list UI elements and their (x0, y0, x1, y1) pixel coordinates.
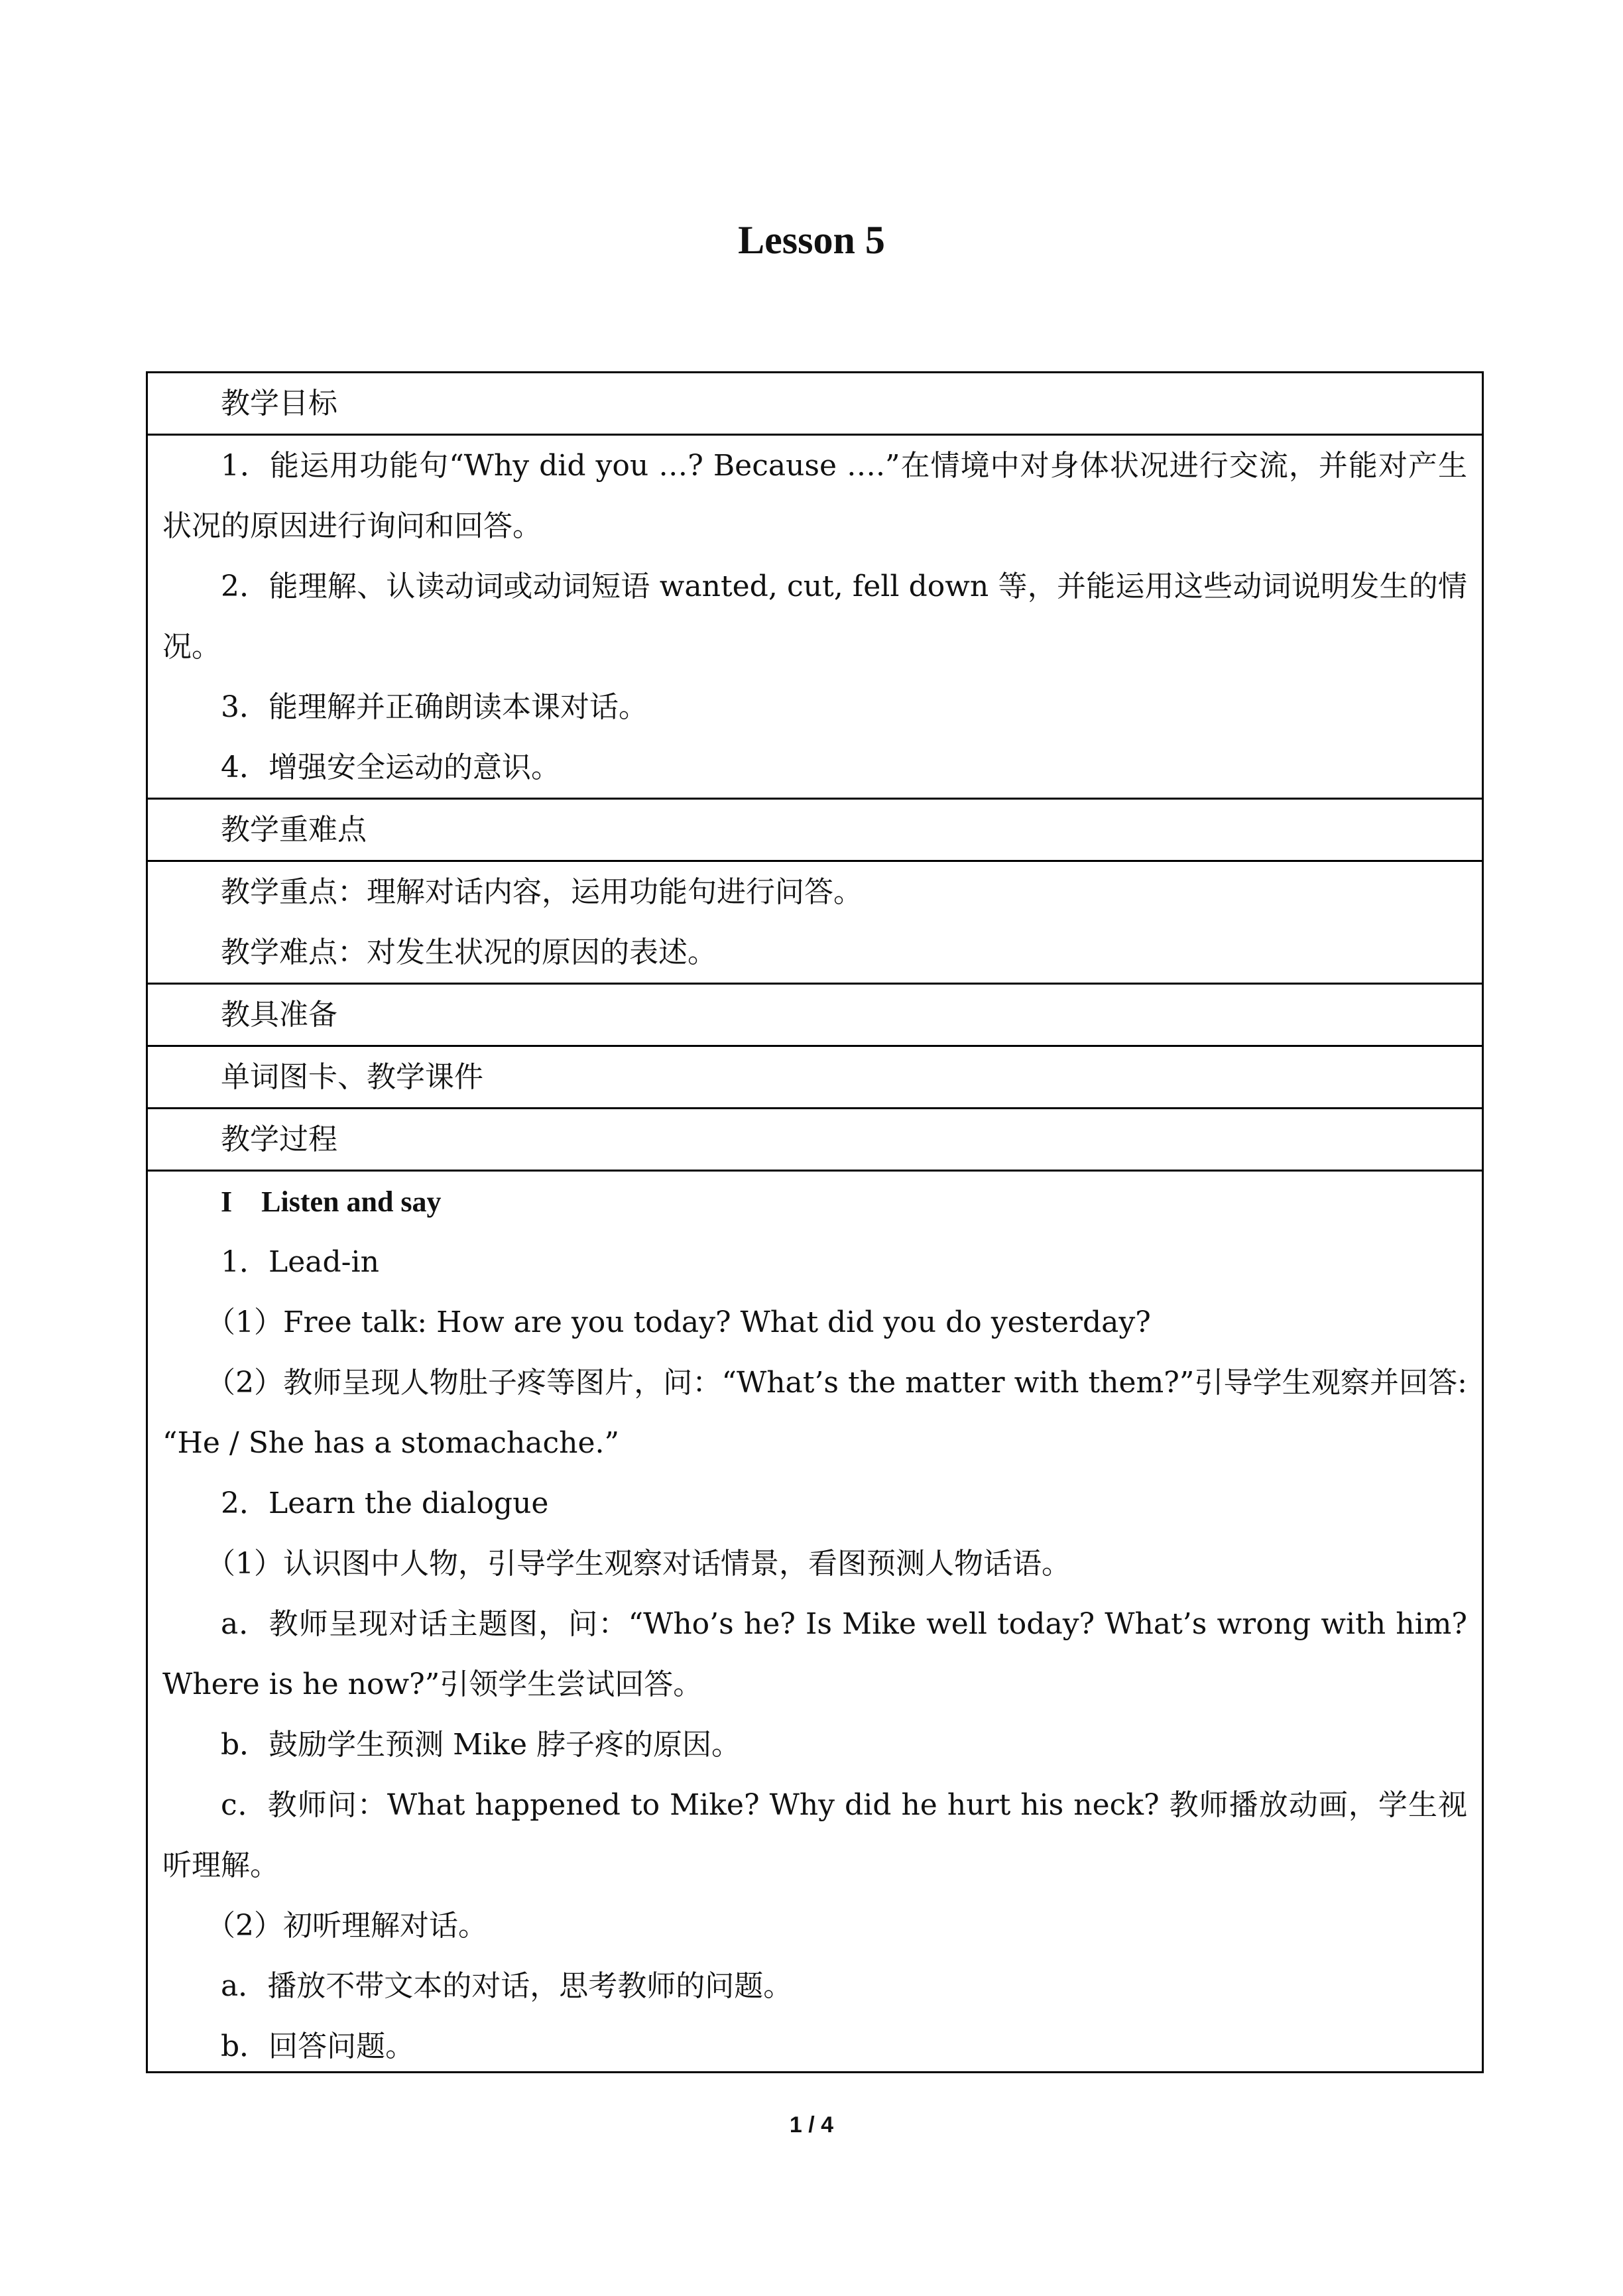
process-header: 教学过程 (221, 1122, 337, 1156)
process-line: a．教师呈现对话主题图，问：“Who’s he? Is Mike well today? What’s wrong with him? Where is he now?”引领学生尝试回答。 (162, 1607, 1467, 1701)
process-line: b．鼓励学生预测 Mike 脖子疼的原因。 (221, 1728, 741, 1762)
materials-content: 单词图卡、教学课件 (221, 1060, 483, 1094)
objective-item: 3．能理解并正确朗读本课对话。 (221, 690, 648, 724)
key-points-content-row (148, 860, 1482, 983)
process-line: c．教师问：What happened to Mike? Why did he hurt his neck? 教师播放动画，学生视听理解。 (162, 1788, 1467, 1882)
objectives-header: 教学目标 (221, 387, 337, 420)
key-point-item: 教学难点：对发生状况的原因的表述。 (221, 936, 717, 969)
process-line: （2）初听理解对话。 (206, 1909, 487, 1943)
objective-item: 1．能运用功能句“Why did you …? Because ….”在情境中对身体状况进行交流，并能对产生状况的原因进行询问和回答。 (162, 449, 1467, 543)
process-line: b．回答问题。 (221, 2029, 415, 2063)
process-line: 2．Learn the dialogue (221, 1486, 549, 1520)
page-number: 1 / 4 (789, 2112, 834, 2138)
lesson-plan-table (146, 371, 1484, 2073)
process-line: （1）认识图中人物，引导学生观察对话情景，看图预测人物话语。 (206, 1547, 1071, 1581)
objective-item: 2．能理解、认读动词或动词短语 wanted, cut, fell down 等，并能运用这些动词说明发生的情况。 (162, 570, 1467, 664)
objective-item: 4．增强安全运动的意识。 (221, 751, 560, 784)
page-title: Lesson 5 (738, 218, 885, 262)
process-line: a．播放不带文本的对话，思考教师的问题。 (221, 1969, 793, 2003)
objectives-content-row (148, 434, 1482, 798)
key-point-item: 教学重点：理解对话内容，运用功能句进行问答。 (221, 875, 863, 909)
process-header-row (148, 1107, 1482, 1170)
key-points-header-row (148, 798, 1482, 860)
materials-content-row (148, 1045, 1482, 1107)
section-heading: I Listen and say (221, 1185, 442, 1218)
materials-header: 教具准备 (221, 998, 337, 1032)
process-line: （2）教师呈现人物肚子疼等图片，问：“What’s the matter with them?”引导学生观察并回答: “He / She has a stomachache.” (162, 1366, 1467, 1460)
process-line: 1．Lead-in (221, 1245, 379, 1279)
process-line: （1）Free talk: How are you today? What did you do yesterday? (206, 1305, 1151, 1339)
key-points-header: 教学重难点 (221, 813, 367, 847)
objectives-header-row (148, 373, 1482, 434)
process-content-row (148, 1170, 1482, 2077)
materials-header-row (148, 983, 1482, 1045)
